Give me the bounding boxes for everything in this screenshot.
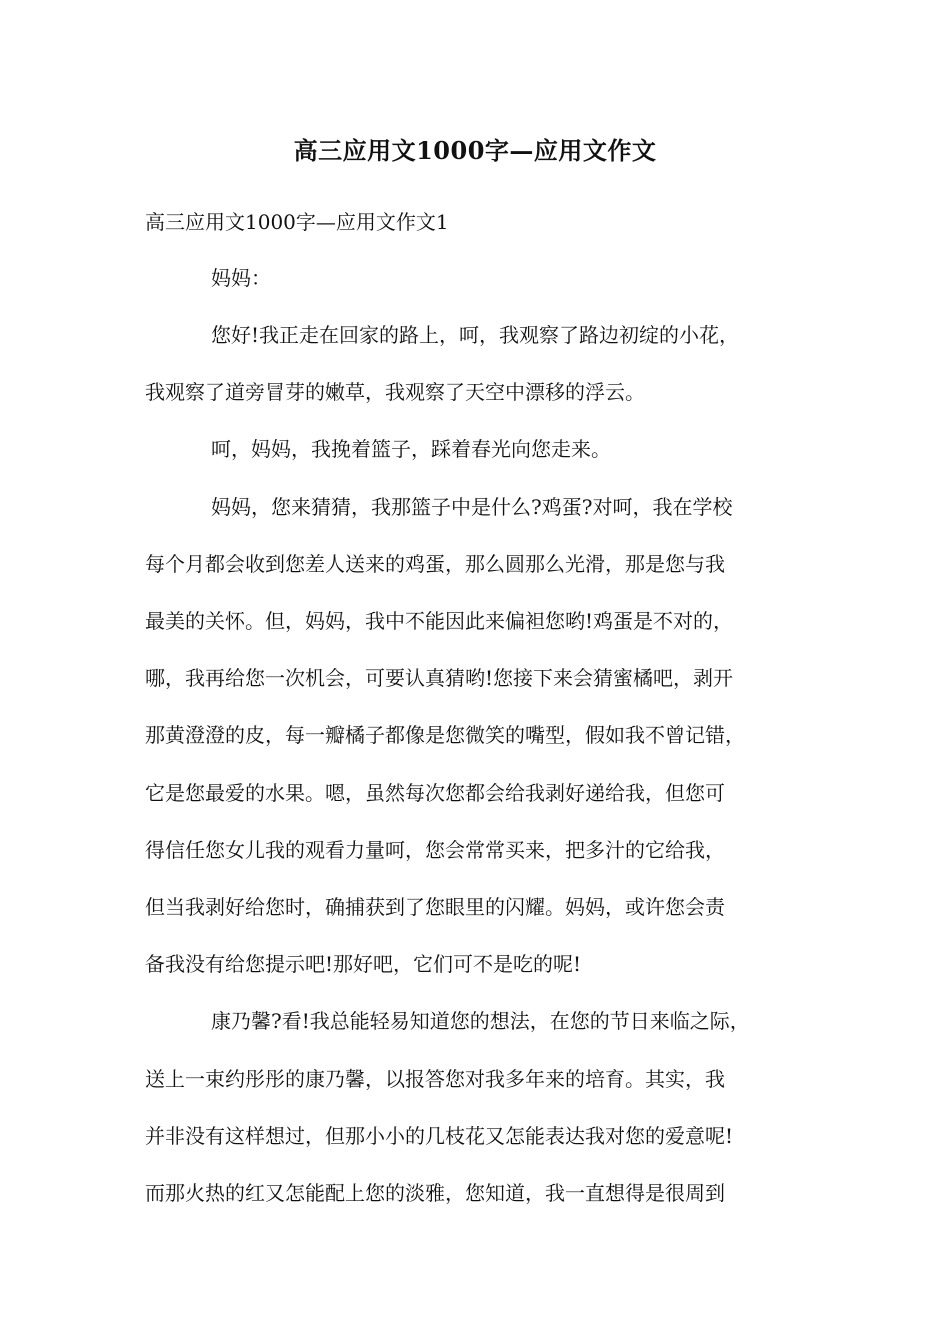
body-line: 但当我剥好给您时，确捕获到了您眼里的闪耀。妈妈，或许您会责 xyxy=(145,895,725,919)
body-line: 哪，我再给您一次机会，可要认真猜哟!您接下来会猜蜜橘吧，剥开 xyxy=(145,666,734,690)
body-line: 送上一束约彤彤的康乃馨，以报答您对我多年来的培育。其实，我 xyxy=(145,1067,725,1091)
body-line: 妈妈，您来猜猜，我那篮子中是什么?鸡蛋?对呵，我在学校 xyxy=(211,495,733,519)
body-line: 那黄澄澄的皮，每一瓣橘子都像是您微笑的嘴型，假如我不曾记错， xyxy=(145,723,745,747)
body-line: 我观察了道旁冒芽的嫩草，我观察了天空中漂移的浮云。 xyxy=(145,380,645,404)
section-heading: 高三应用文1000字—应用文作文1 xyxy=(145,210,449,234)
body-line: 得信任您女儿我的观看力量呵，您会常常买来，把多汁的它给我， xyxy=(145,838,725,862)
body-line: 康乃馨?看!我总能轻易知道您的想法，在您的节日来临之际， xyxy=(211,1009,750,1033)
body-line: 备我没有给您提示吧!那好吧，它们可不是吃的呢! xyxy=(145,952,582,976)
body-line: 并非没有这样想过，但那小小的几枝花又怎能表达我对您的爱意呢! xyxy=(145,1124,734,1148)
body-line: 您好!我正走在回家的路上，呵，我观察了路边初绽的小花， xyxy=(211,323,740,347)
document-title: 高三应用文1000字—应用文作文 xyxy=(293,136,657,165)
body-line: 每个月都会收到您差人送来的鸡蛋，那么圆那么光滑，那是您与我 xyxy=(145,552,725,576)
salutation-line: 妈妈： xyxy=(211,266,271,290)
body-line: 它是您最爱的水果。嗯，虽然每次您都会给我剥好递给我，但您可 xyxy=(145,781,725,805)
body-line: 而那火热的红又怎能配上您的淡雅，您知道，我一直想得是很周到 xyxy=(145,1181,725,1205)
body-line: 呵，妈妈，我挽着篮子，踩着春光向您走来。 xyxy=(211,437,611,461)
body-line: 最美的关怀。但，妈妈，我中不能因此来偏袒您哟!鸡蛋是不对的， xyxy=(145,609,734,633)
